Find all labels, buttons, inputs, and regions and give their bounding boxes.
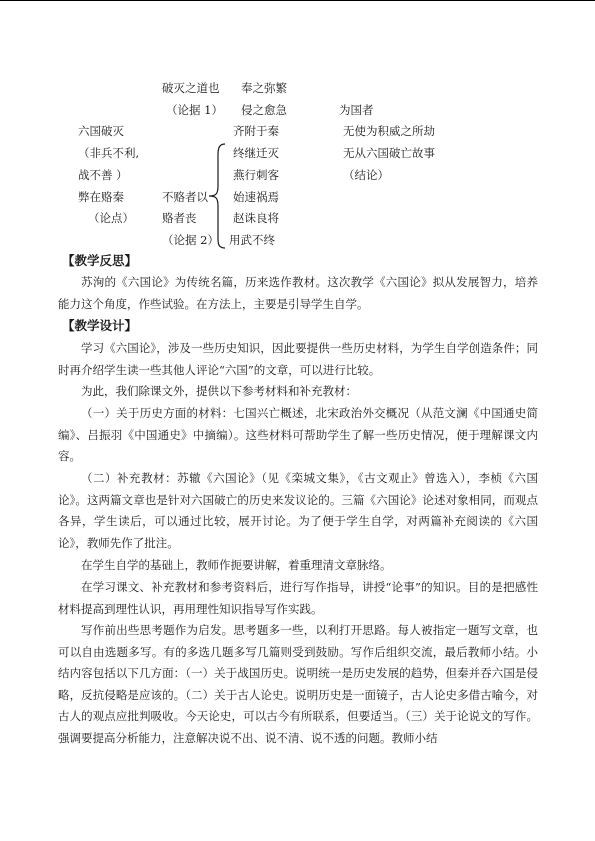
design-paragraph: 写作前出些思考题作为启发。思考题多一些，以利打开思路。每人被指定一题写文章，也可以自由选题多写。有的多选几题多写几篇则受到鼓励。写作后组织交流，最后教师小结。小结内容包括以下几方面：（一）关于战国历史。说明统一是历史发展的趋势，但秦并吞六国是侵略，反抗侵略是应该的。（二）关于古人论史。说明历史是一面镜子，古人论史多借古喻今，对古人的观点应批判吸收。今天论史，可以古今有所联系，但要适当。（三）关于论说文的写作。强调要提高分析能力，注意解决说不出、说不清、说不透的问题。教师小结 [58, 623, 538, 745]
diagram-text: 始速祸焉 [233, 190, 279, 204]
diagram-text: 弊在赂秦 [78, 190, 124, 204]
page-top-rule [0, 0, 595, 1]
design-paragraph: 学习《六国论》，涉及一些历史知识，因此要提供一些历史材料，为学生自学创造条件；同时再介绍学生读一些其他人评论“六国”的文章，可以进行比较。 [58, 341, 538, 377]
diagram-text: 齐附于秦 [233, 124, 279, 138]
diagram-text: 无从六国破亡故事 [343, 146, 435, 160]
diagram-label: （论据 2） [162, 233, 219, 247]
diagram-text: 战不善 ） [78, 168, 128, 182]
design-paragraph: 在学习课文、补充教材和参考资料后，进行写作指导，讲授“论事”的知识。目的是把感性材料提高到理性认识，再用理性知识指导写作实践。 [58, 580, 538, 616]
reflection-paragraph: 苏洵的《六国论》为传统名篇，历来选作教材。这次教学《六国论》拟从发展智力，培养能力这个角度，作些试验。在方法上，主要是引导学生自学。 [58, 275, 538, 311]
design-paragraph: 在学生自学的基础上，教师作扼要讲解，着重理清文章脉络。 [81, 558, 392, 572]
diagram-text: 不赂者以 [162, 190, 208, 204]
design-paragraph: （二）补充教材：苏辙《六国论》（见《栾城文集》，《古文观止》曾选入），李桢《六国论》。这两篇文章也是针对六国破亡的历史来发议论的。三篇《六国论》论述对象相同，而观点各异，学生读后，可以通过比较，展开讨论。为了便于学生自学，对两篇补充阅读的《六国论》，教师先作了批注。 [58, 471, 538, 550]
diagram-text: 奉之弥繁 [241, 81, 287, 95]
diagram-text: 无使为积威之所劫 [343, 124, 435, 138]
curly-brace [205, 142, 229, 250]
design-paragraph: （一）关于历史方面的材料：七国兴亡概述，北宋政治外交概况（从范文澜《中国通史简编》、吕振羽《中国通史》中摘编）。这些材料可帮助学生了解一些历史情况，便于理解课文内容。 [58, 406, 538, 464]
diagram-text: （非兵不利, [78, 146, 140, 160]
diagram-text: 破灭之道也 [162, 81, 220, 95]
diagram-text: 燕行刺客 [233, 168, 279, 182]
diagram-text: 侵之愈急 [241, 103, 287, 117]
diagram-text: 六国破灭 [78, 124, 124, 138]
diagram-text: 终继迁灭 [233, 146, 279, 160]
diagram-label: （结论） [343, 168, 389, 182]
reflection-heading: 【教学反思】 [62, 253, 138, 268]
design-paragraph: 为此，我们除课文外，提供以下参考材料和补充教材： [81, 384, 357, 398]
diagram-text: 赂者丧 [162, 211, 197, 225]
design-heading: 【教学设计】 [62, 318, 138, 333]
diagram-text: 用武不终 [229, 233, 275, 247]
diagram-text: 赵诛良将 [233, 211, 279, 225]
diagram-label: （论点） [88, 211, 134, 225]
diagram-text: 为国者 [339, 103, 374, 117]
diagram-label: （论据 1） [166, 103, 223, 117]
